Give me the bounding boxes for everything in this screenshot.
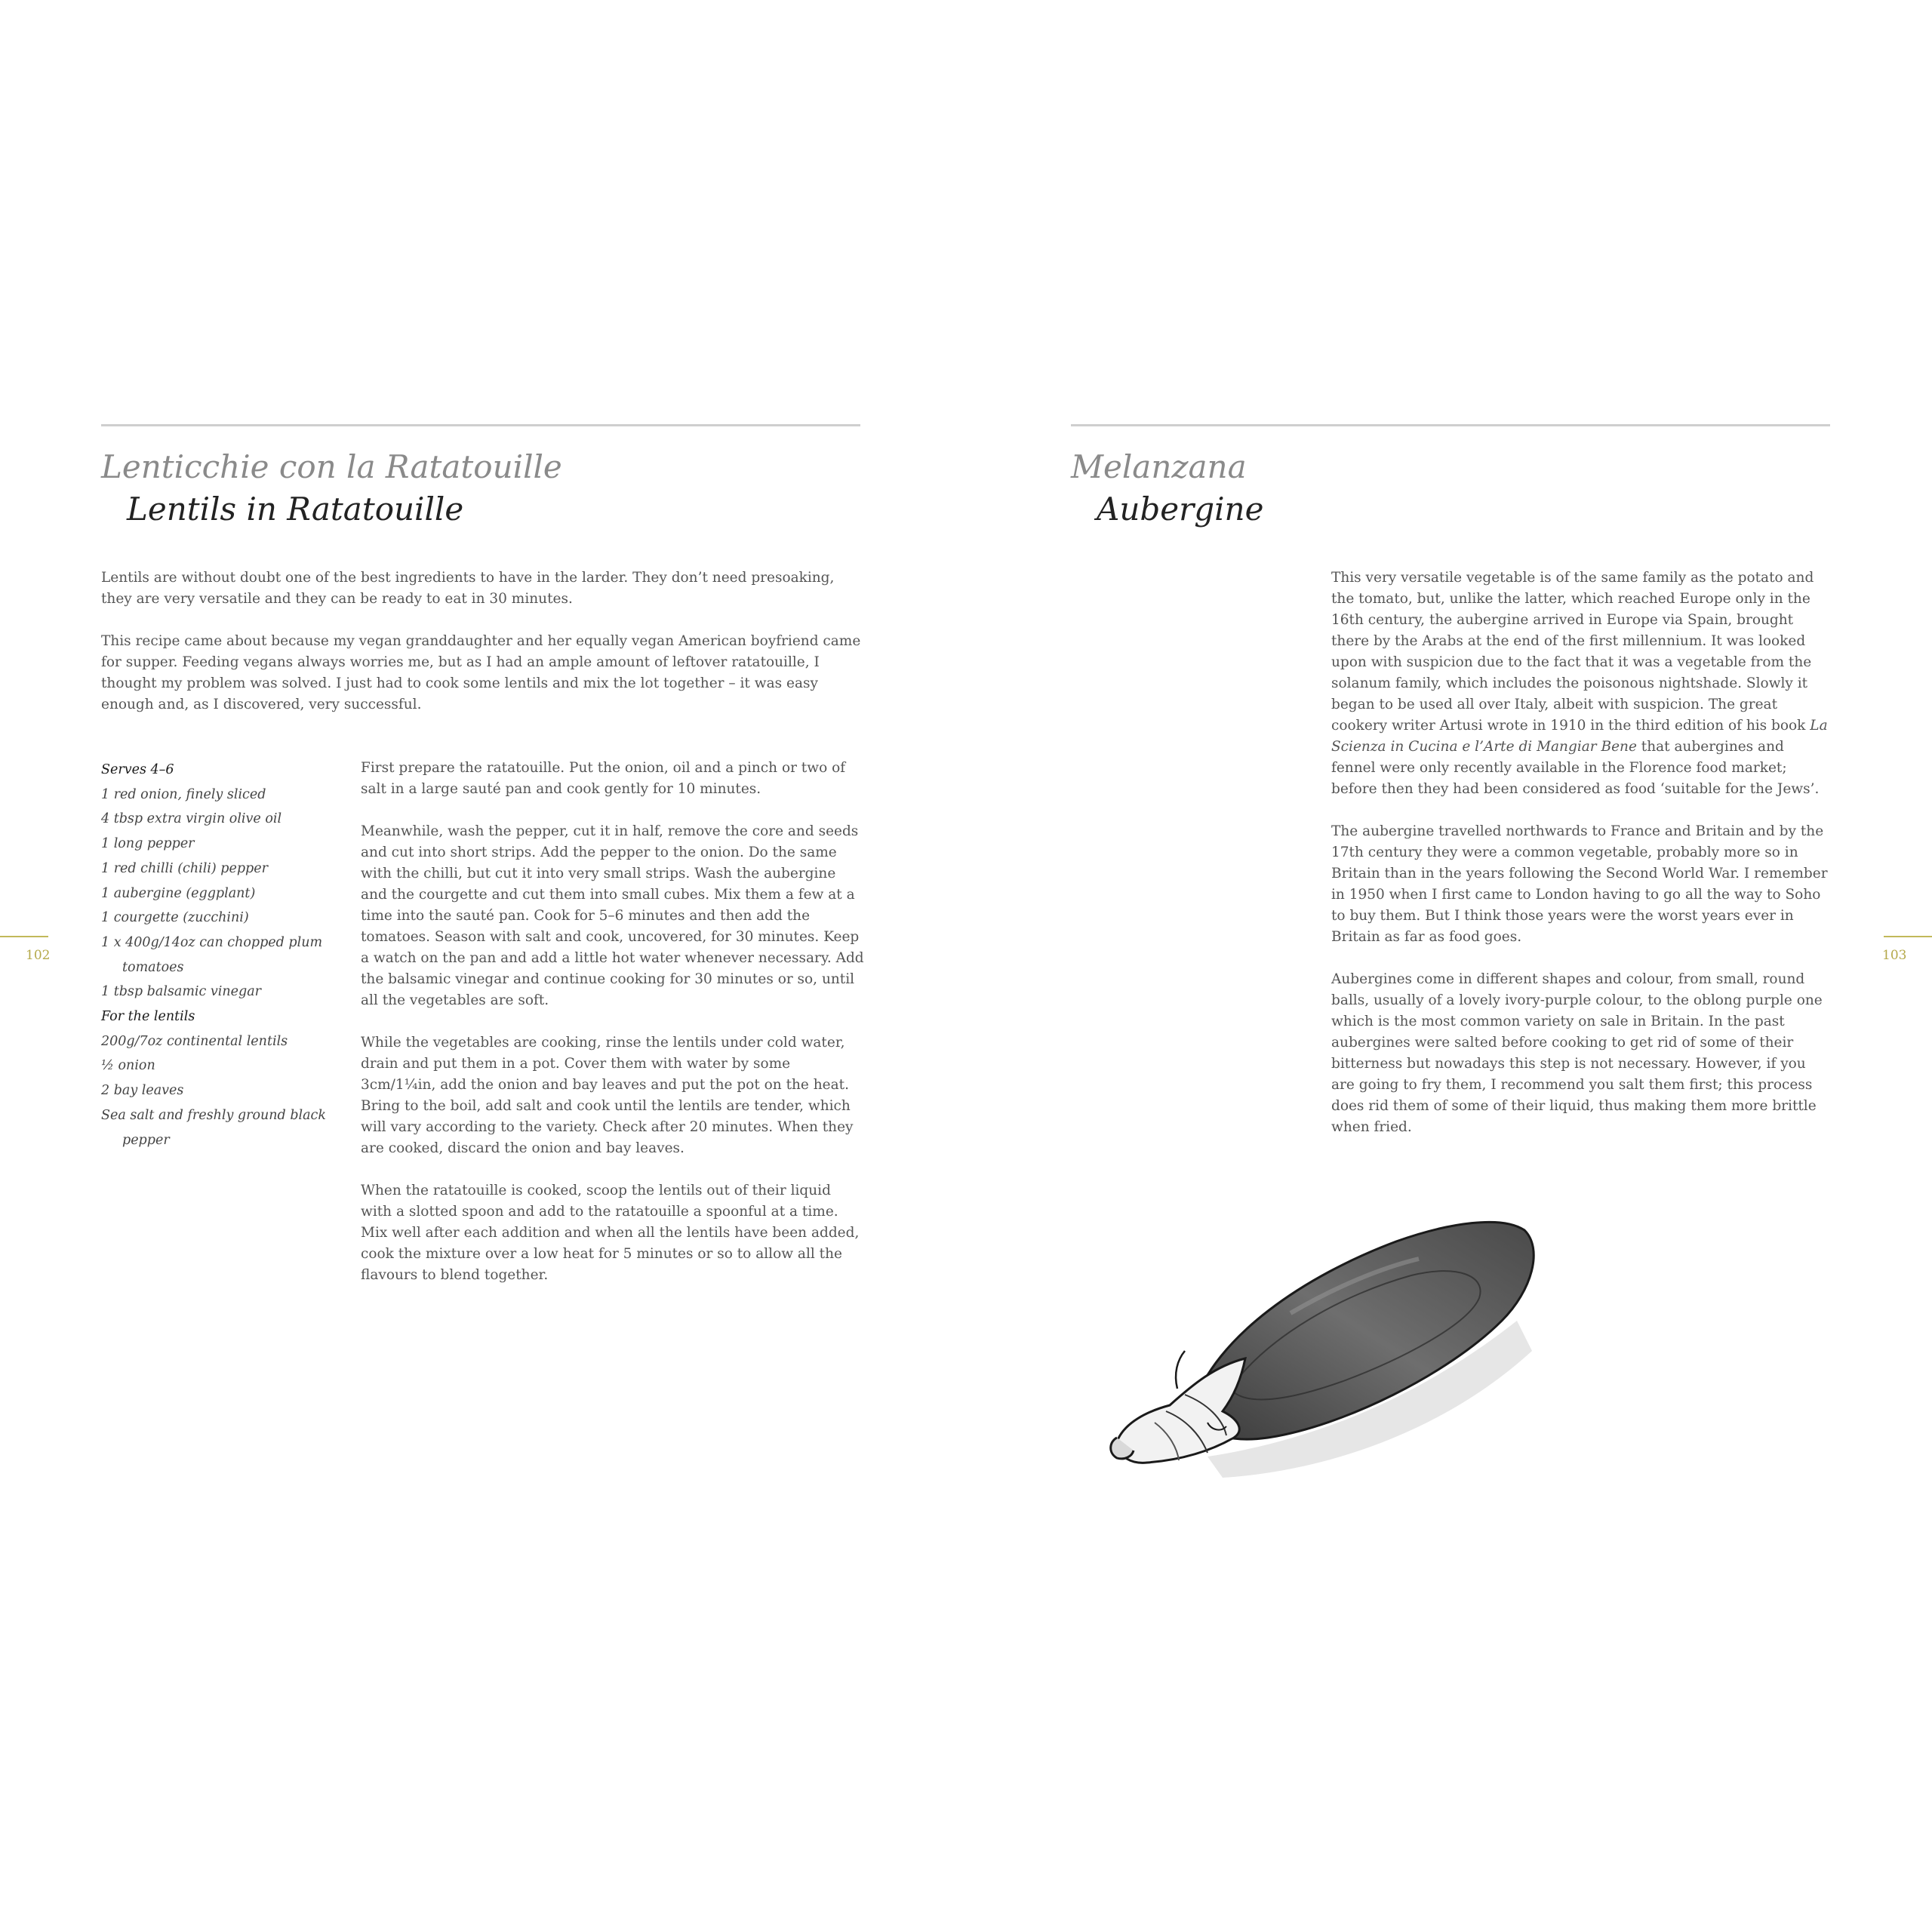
- ingredient-item-continued: tomatoes: [122, 959, 184, 975]
- book-title: La Scienza in Cucina e l’Arte di Mangiar Bene: [1331, 718, 1828, 755]
- right-page-marker: [1884, 936, 1932, 937]
- ingredient-item: 200g/7oz continental lentils: [101, 1033, 288, 1049]
- ingredient-item: ½ onion: [101, 1058, 155, 1074]
- essay-paragraph: Aubergines come in different shapes and colour, from small, round balls, usually of a lovely ivory-purple colour, to the oblong purple one which is the most common variety on sale in Britain. In the past aubergines were salted before cooking to get rid of some of their bitterness but nowadays this step is not necessary. However, if you are going to fry them, I recommend you salt them first; this process does rid them of some of their liquid, thus making them more brittle when fried.: [1331, 971, 1823, 1135]
- left-header-rule: [101, 424, 860, 426]
- intro-paragraph: This recipe came about because my vegan granddaughter and her equally vegan American boyfriend came for supper. Feeding vegans always worries me, but as I had an ample amount of leftover ratatouille, I thought my problem was solved. I just had to cook some lentils and mix the lot together – it was easy enough and, as I discovered, very successful.: [101, 633, 861, 712]
- serves-label: Serves 4–6: [101, 762, 174, 777]
- ingredient-item: 1 tbsp balsamic vinegar: [101, 984, 261, 1000]
- left-page-number: 102: [26, 948, 51, 963]
- article-title-italian: Melanzana: [1071, 448, 1247, 485]
- method-paragraph: Meanwhile, wash the pepper, cut it in half, remove the core and seeds and cut into short strips. Add the pepper to the onion. Do the same with the chilli, but cut it into very small strips. Wash the aubergine and the courgette and cut them into small cubes. Mix them a few at a time into the sauté pan. Cook for 5–6 minutes and then add the tomatoes. Season with salt and cook, uncovered, for 30 minutes. Keep a watch on the pan and add a little hot water whenever necessary. Add the balsamic vinegar and continue cooking for 30 minutes or so, until all the vegetables are soft.: [361, 823, 864, 1008]
- essay-paragraph: The aubergine travelled northwards to France and Britain and by the 17th century they were a common vegetable, probably more so in Britain than in the years following the Second World War. I remember in 1950 when I first came to London having to go all the way to Soho to buy them. But I think those years were the worst years ever in Britain as far as food goes.: [1331, 823, 1828, 945]
- essay-text: This very versatile vegetable is of the same family as the potato and the tomato, but, unlike the latter, which reached Europe only in the 16th century, the aubergine arrived in Europe via Spain, brought there by the Arabs at the end of the first millennium. It was looked upon with suspicion due to the fact that it was a vegetable from the solanum family, which includes the poisonous nightshade. Slowly it began to be used all over Italy, albeit with suspicion. The great cookery writer Artusi wrote in 1910 in the third edition of his book: [1331, 570, 1814, 734]
- method-paragraph: First prepare the ratatouille. Put the onion, oil and a pinch or two of salt in a large sauté pan and cook gently for 10 minutes.: [361, 760, 846, 797]
- aubergine-illustration: [1094, 1192, 1547, 1494]
- right-header-rule: [1071, 424, 1830, 426]
- essay-text: that aubergines and fennel were only recently available in the Florence food market; before then they had been considered as food ‘suitable for the Jews’.: [1331, 739, 1820, 797]
- ingredient-item: 2 bay leaves: [101, 1083, 184, 1099]
- essay-paragraph: [1331, 568, 1832, 800]
- article-title-english: Aubergine: [1097, 491, 1264, 528]
- recipe-title-english: Lentils in Ratatouille: [127, 491, 464, 528]
- left-page-marker: [0, 936, 48, 937]
- right-page-number: 103: [1882, 948, 1907, 963]
- method-paragraph: When the ratatouille is cooked, scoop the lentils out of their liquid with a slotted spoon and add to the ratatouille a spoonful at a time. Mix well after each addition and when all the lentils have been added, cook the mixture over a low heat for 5 minutes or so to allow all the flavours to blend together.: [361, 1183, 860, 1283]
- ingredient-item: 1 red onion, finely sliced: [101, 786, 266, 802]
- lentils-heading: For the lentils: [101, 1009, 195, 1025]
- ingredient-item: 1 aubergine (eggplant): [101, 885, 256, 901]
- intro-paragraph: Lentils are without doubt one of the best ingredients to have in the larder. They don’t need presoaking, they are very versatile and they can be ready to eat in 30 minutes.: [101, 570, 835, 607]
- ingredient-item: 1 red chilli (chili) pepper: [101, 860, 268, 876]
- ingredient-item: 1 x 400g/14oz can chopped plum: [101, 934, 323, 950]
- ingredient-item: Sea salt and freshly ground black: [101, 1107, 326, 1123]
- method-paragraph: While the vegetables are cooking, rinse the lentils under cold water, drain and put them in a pot. Cover them with water by some 3cm/1¼in, add the onion and bay leaves and put the pot on the heat. Bring to the boil, add salt and cook until the lentils are tender, which will vary according to the variety. Check after 20 minutes. When they are cooked, discard the onion and bay leaves.: [361, 1035, 854, 1156]
- ingredient-item: 1 courgette (zucchini): [101, 910, 249, 926]
- aubergine-essay: [1331, 568, 1832, 1159]
- ingredient-list: [101, 758, 328, 1152]
- recipe-title-italian: Lenticchie con la Ratatouille: [101, 448, 562, 485]
- recipe-intro: [101, 568, 863, 737]
- recipe-method: [361, 758, 865, 1307]
- ingredient-item: 1 long pepper: [101, 836, 195, 852]
- ingredient-item: 4 tbsp extra virgin olive oil: [101, 811, 282, 827]
- ingredient-item-continued: pepper: [122, 1132, 170, 1148]
